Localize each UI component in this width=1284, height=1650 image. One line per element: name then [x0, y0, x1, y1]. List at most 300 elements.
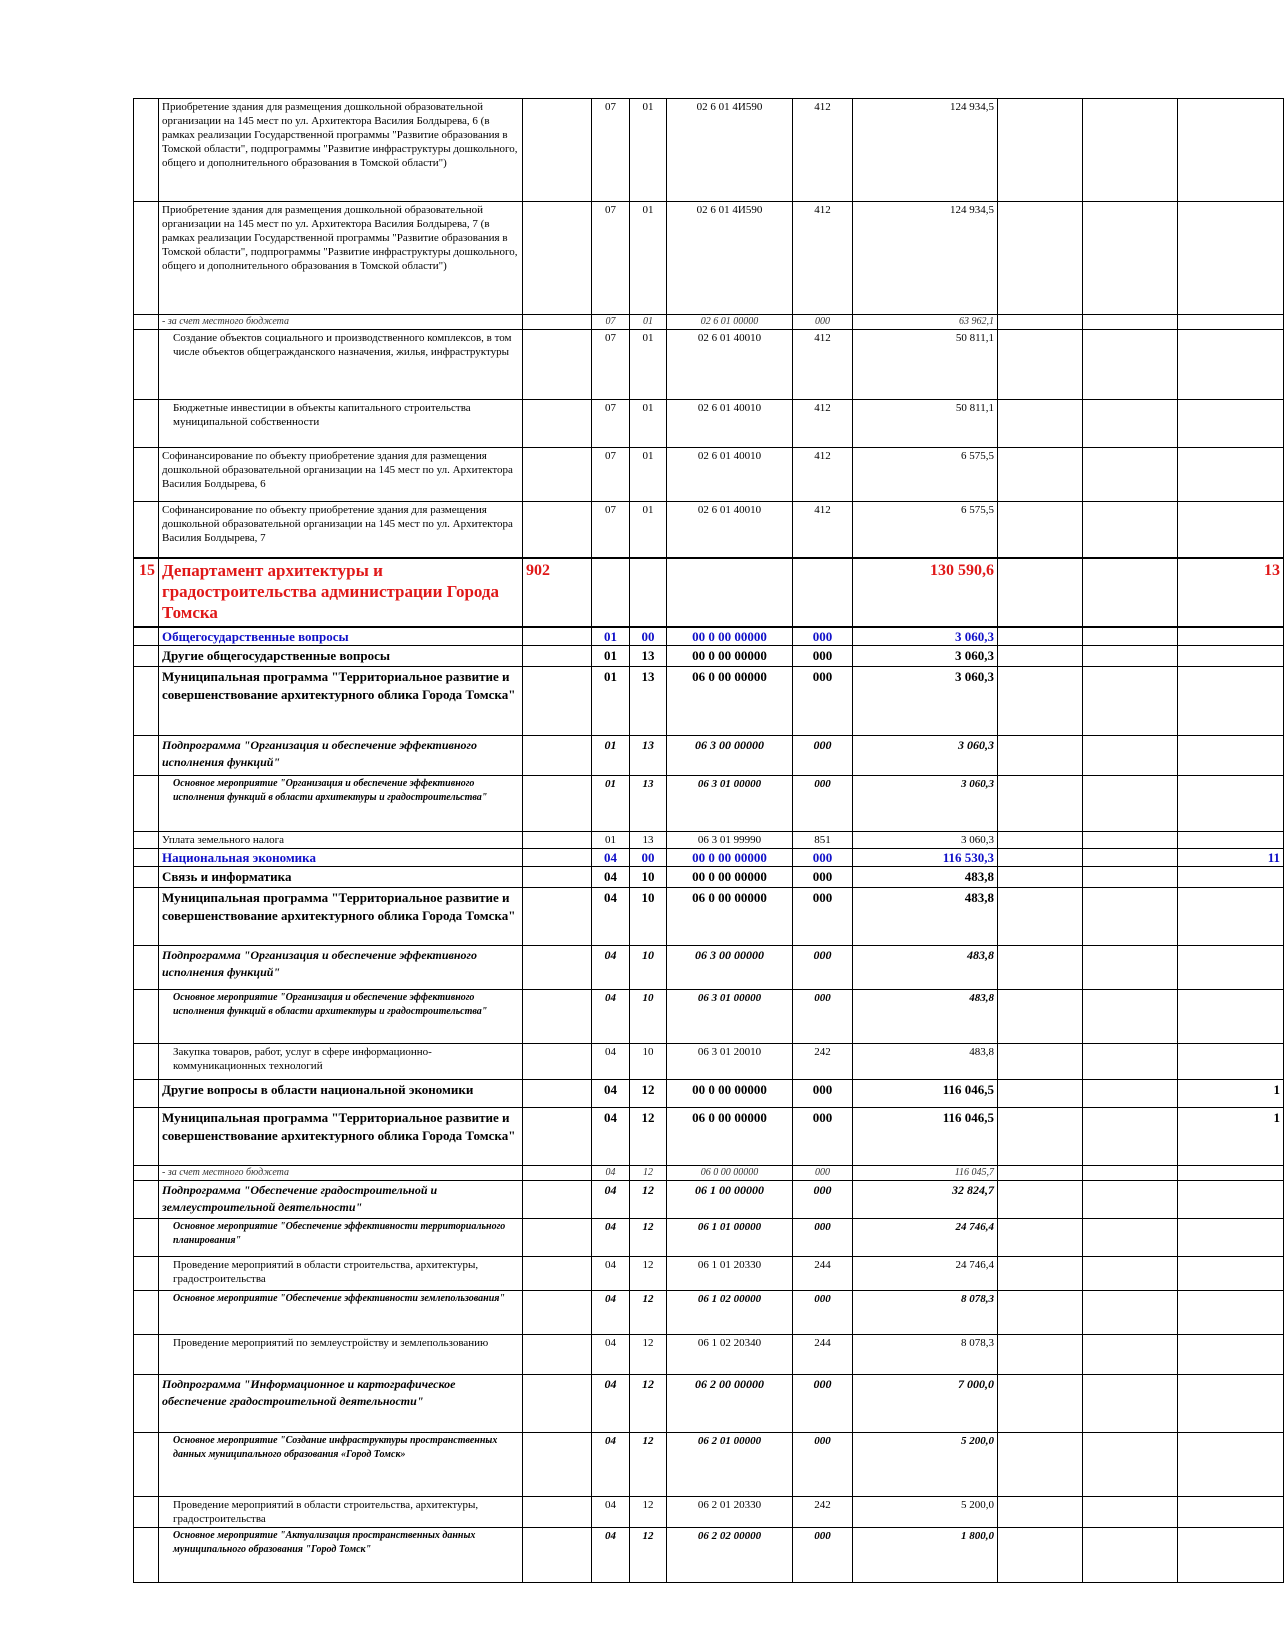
- extra-col-2: [1083, 945, 1178, 989]
- amount: 483,8: [853, 1043, 998, 1079]
- subsection-code: 12: [630, 1374, 667, 1432]
- department-code: [523, 989, 592, 1043]
- extra-col-3: 11: [1178, 848, 1284, 866]
- extra-col-1: [998, 666, 1083, 735]
- extra-col-2: [1083, 1432, 1178, 1496]
- amount: 6 575,5: [853, 448, 998, 502]
- department-code: [523, 1527, 592, 1582]
- table-row: [134, 1496, 1284, 1527]
- subsection-code: 13: [630, 831, 667, 848]
- department-code: [523, 887, 592, 945]
- expense-type-code: 000: [793, 848, 853, 866]
- subsection-code: 12: [630, 1256, 667, 1290]
- row-number: [134, 1180, 159, 1218]
- extra-col-2: [1083, 502, 1178, 558]
- expense-type-code: 412: [793, 99, 853, 202]
- section-code: 04: [592, 1043, 630, 1079]
- extra-col-3: [1178, 1527, 1284, 1582]
- extra-col-3: [1178, 645, 1284, 666]
- department-code: [523, 735, 592, 775]
- item-name: Основное мероприятие "Организация и обеспечение эффективного исполнения функций в области архитектуры и градостроительства": [159, 989, 523, 1043]
- department-code: [523, 775, 592, 831]
- extra-col-1: [998, 1107, 1083, 1165]
- extra-col-1: [998, 400, 1083, 448]
- target-article-code: 02 6 01 40010: [667, 448, 793, 502]
- item-name: Муниципальная программа "Территориальное развитие и совершенствование архитектурного облика Города Томска": [159, 666, 523, 735]
- expense-type-code: 000: [793, 989, 853, 1043]
- table-row: [134, 99, 1284, 202]
- department-code: [523, 1496, 592, 1527]
- subsection-code: 01: [630, 99, 667, 202]
- amount: 483,8: [853, 887, 998, 945]
- extra-col-3: [1178, 502, 1284, 558]
- row-number: [134, 666, 159, 735]
- section-code: 01: [592, 666, 630, 735]
- department-code: [523, 627, 592, 646]
- department-code: [523, 866, 592, 887]
- subsection-code: 01: [630, 202, 667, 315]
- section-code: 07: [592, 502, 630, 558]
- subsection-code: 01: [630, 330, 667, 400]
- extra-col-2: [1083, 1290, 1178, 1334]
- expense-type-code: 000: [793, 887, 853, 945]
- subsection-code: 12: [630, 1527, 667, 1582]
- table-row: [134, 945, 1284, 989]
- amount: 3 060,3: [853, 775, 998, 831]
- extra-col-3: [1178, 330, 1284, 400]
- subsection-code: 00: [630, 848, 667, 866]
- expense-type-code: 412: [793, 330, 853, 400]
- target-article-code: 06 0 00 00000: [667, 1107, 793, 1165]
- amount: 6 575,5: [853, 502, 998, 558]
- subsection-code: 12: [630, 1432, 667, 1496]
- extra-col-2: [1083, 99, 1178, 202]
- target-article-code: 06 3 01 00000: [667, 989, 793, 1043]
- item-name: Подпрограмма "Организация и обеспечение эффективного исполнения функций": [159, 945, 523, 989]
- subsection-code: 12: [630, 1334, 667, 1374]
- section-code: 04: [592, 1496, 630, 1527]
- table-row: [134, 1165, 1284, 1180]
- extra-col-3: [1178, 831, 1284, 848]
- department-code: [523, 202, 592, 315]
- item-name: Национальная экономика: [159, 848, 523, 866]
- row-number: [134, 315, 159, 330]
- department-code: [523, 1079, 592, 1107]
- item-name: Создание объектов социального и производственного комплексов, в том числе объектов общегражданского назначения, жилья, инфраструктуры: [159, 330, 523, 400]
- row-number: [134, 400, 159, 448]
- row-number: [134, 330, 159, 400]
- extra-col-1: [998, 989, 1083, 1043]
- extra-col-3: [1178, 202, 1284, 315]
- expense-type-code: 242: [793, 1043, 853, 1079]
- extra-col-1: [998, 502, 1083, 558]
- extra-col-2: [1083, 558, 1178, 627]
- department-code: [523, 1334, 592, 1374]
- table-row: [134, 1374, 1284, 1432]
- target-article-code: 06 0 00 00000: [667, 887, 793, 945]
- row-number: 15: [134, 558, 159, 627]
- amount: 116 530,3: [853, 848, 998, 866]
- table-body: [134, 99, 1284, 1583]
- extra-col-2: [1083, 448, 1178, 502]
- extra-col-1: [998, 945, 1083, 989]
- item-name: Закупка товаров, работ, услуг в сфере информационно-коммуникационных технологий: [159, 1043, 523, 1079]
- extra-col-1: [998, 866, 1083, 887]
- extra-col-1: [998, 315, 1083, 330]
- target-article-code: [667, 558, 793, 627]
- subsection-code: 10: [630, 887, 667, 945]
- target-article-code: 06 1 01 20330: [667, 1256, 793, 1290]
- expense-type-code: 000: [793, 866, 853, 887]
- section-code: 04: [592, 1165, 630, 1180]
- extra-col-3: 1: [1178, 1107, 1284, 1165]
- department-code: [523, 448, 592, 502]
- target-article-code: 02 6 01 40010: [667, 400, 793, 448]
- extra-col-2: [1083, 1527, 1178, 1582]
- target-article-code: 06 1 02 20340: [667, 1334, 793, 1374]
- department-code: [523, 1165, 592, 1180]
- item-name: Муниципальная программа "Территориальное развитие и совершенствование архитектурного облика Города Томска": [159, 1107, 523, 1165]
- department-code: [523, 1256, 592, 1290]
- extra-col-3: [1178, 1043, 1284, 1079]
- extra-col-1: [998, 1180, 1083, 1218]
- section-code: 04: [592, 989, 630, 1043]
- extra-col-1: [998, 558, 1083, 627]
- extra-col-2: [1083, 400, 1178, 448]
- extra-col-2: [1083, 1256, 1178, 1290]
- item-name: Проведение мероприятий в области строительства, архитектуры, градостроительства: [159, 1496, 523, 1527]
- amount: 1 800,0: [853, 1527, 998, 1582]
- section-code: 07: [592, 400, 630, 448]
- table-row: [134, 330, 1284, 400]
- item-name: Другие вопросы в области национальной экономики: [159, 1079, 523, 1107]
- extra-col-3: [1178, 448, 1284, 502]
- amount: 116 045,7: [853, 1165, 998, 1180]
- item-name: Подпрограмма "Организация и обеспечение эффективного исполнения функций": [159, 735, 523, 775]
- extra-col-2: [1083, 1079, 1178, 1107]
- section-code: 04: [592, 1180, 630, 1218]
- budget-table: [133, 98, 1284, 1583]
- section-code: 04: [592, 1334, 630, 1374]
- department-code: [523, 400, 592, 448]
- department-code: [523, 831, 592, 848]
- row-number: [134, 831, 159, 848]
- expense-type-code: 000: [793, 1107, 853, 1165]
- section-code: 07: [592, 99, 630, 202]
- extra-col-3: [1178, 400, 1284, 448]
- extra-col-2: [1083, 627, 1178, 646]
- table-row: [134, 400, 1284, 448]
- amount: 3 060,3: [853, 666, 998, 735]
- amount: 116 046,5: [853, 1079, 998, 1107]
- department-code: [523, 1432, 592, 1496]
- item-name: Софинансирование по объекту приобретение здания для размещения дошкольной образовательной организации на 145 мест по ул. Архитектора Василия Болдырева, 6: [159, 448, 523, 502]
- expense-type-code: 000: [793, 735, 853, 775]
- section-code: [592, 558, 630, 627]
- row-number: [134, 1256, 159, 1290]
- extra-col-3: [1178, 945, 1284, 989]
- amount: 63 962,1: [853, 315, 998, 330]
- amount: 3 060,3: [853, 645, 998, 666]
- extra-col-2: [1083, 989, 1178, 1043]
- target-article-code: 06 2 01 20330: [667, 1496, 793, 1527]
- department-code: [523, 502, 592, 558]
- extra-col-3: [1178, 1256, 1284, 1290]
- table-row: [134, 1043, 1284, 1079]
- expense-type-code: 412: [793, 400, 853, 448]
- extra-col-1: [998, 1527, 1083, 1582]
- table-row: [134, 448, 1284, 502]
- amount: 124 934,5: [853, 202, 998, 315]
- amount: 5 200,0: [853, 1432, 998, 1496]
- extra-col-1: [998, 330, 1083, 400]
- extra-col-3: [1178, 1432, 1284, 1496]
- target-article-code: 06 3 01 20010: [667, 1043, 793, 1079]
- table-row: [134, 1180, 1284, 1218]
- extra-col-3: 13: [1178, 558, 1284, 627]
- row-number: [134, 1290, 159, 1334]
- extra-col-3: [1178, 775, 1284, 831]
- table-row: [134, 1432, 1284, 1496]
- item-name: Основное мероприятие "Актуализация пространственных данных муниципального образования "Город Томск": [159, 1527, 523, 1582]
- target-article-code: 06 0 00 00000: [667, 666, 793, 735]
- section-code: 07: [592, 448, 630, 502]
- table-row: [134, 627, 1284, 646]
- target-article-code: 00 0 00 00000: [667, 627, 793, 646]
- extra-col-1: [998, 99, 1083, 202]
- department-code: [523, 666, 592, 735]
- section-code: 04: [592, 1290, 630, 1334]
- extra-col-3: [1178, 989, 1284, 1043]
- item-name: Бюджетные инвестиции в объекты капитального строительства муниципальной собственности: [159, 400, 523, 448]
- subsection-code: 13: [630, 775, 667, 831]
- expense-type-code: 000: [793, 945, 853, 989]
- row-number: [134, 1043, 159, 1079]
- table-row: [134, 989, 1284, 1043]
- department-code: [523, 1180, 592, 1218]
- extra-col-2: [1083, 330, 1178, 400]
- row-number: [134, 627, 159, 646]
- extra-col-2: [1083, 645, 1178, 666]
- expense-type-code: 412: [793, 502, 853, 558]
- expense-type-code: 000: [793, 666, 853, 735]
- amount: 124 934,5: [853, 99, 998, 202]
- table-row: [134, 735, 1284, 775]
- extra-col-2: [1083, 1165, 1178, 1180]
- subsection-code: 01: [630, 502, 667, 558]
- expense-type-code: 000: [793, 775, 853, 831]
- expense-type-code: 000: [793, 645, 853, 666]
- item-name: Основное мероприятие "Обеспечение эффективности землепользования": [159, 1290, 523, 1334]
- table-row: [134, 1218, 1284, 1256]
- extra-col-1: [998, 1432, 1083, 1496]
- subsection-code: 10: [630, 866, 667, 887]
- row-number: [134, 1107, 159, 1165]
- item-name: Основное мероприятие "Обеспечение эффективности территориального планирования": [159, 1218, 523, 1256]
- extra-col-1: [998, 1496, 1083, 1527]
- extra-col-3: [1178, 99, 1284, 202]
- amount: 3 060,3: [853, 831, 998, 848]
- expense-type-code: 244: [793, 1334, 853, 1374]
- extra-col-2: [1083, 866, 1178, 887]
- extra-col-3: [1178, 1496, 1284, 1527]
- extra-col-1: [998, 775, 1083, 831]
- row-number: [134, 502, 159, 558]
- subsection-code: 12: [630, 1218, 667, 1256]
- subsection-code: 13: [630, 645, 667, 666]
- target-article-code: 06 2 02 00000: [667, 1527, 793, 1582]
- section-code: 04: [592, 1374, 630, 1432]
- item-name: Проведение мероприятий в области строительства, архитектуры, градостроительства: [159, 1256, 523, 1290]
- section-code: 07: [592, 315, 630, 330]
- subsection-code: 12: [630, 1107, 667, 1165]
- department-code: [523, 848, 592, 866]
- item-name: Муниципальная программа "Территориальное развитие и совершенствование архитектурного облика Города Томска": [159, 887, 523, 945]
- subsection-code: 10: [630, 1043, 667, 1079]
- extra-col-3: [1178, 1165, 1284, 1180]
- department-code: [523, 1218, 592, 1256]
- extra-col-2: [1083, 831, 1178, 848]
- extra-col-1: [998, 627, 1083, 646]
- expense-type-code: 000: [793, 627, 853, 646]
- target-article-code: 06 3 01 99990: [667, 831, 793, 848]
- department-code: [523, 1290, 592, 1334]
- amount: 3 060,3: [853, 735, 998, 775]
- table-row: [134, 887, 1284, 945]
- target-article-code: 00 0 00 00000: [667, 866, 793, 887]
- amount: 32 824,7: [853, 1180, 998, 1218]
- amount: 8 078,3: [853, 1290, 998, 1334]
- extra-col-1: [998, 202, 1083, 315]
- extra-col-3: [1178, 1374, 1284, 1432]
- expense-type-code: 000: [793, 1218, 853, 1256]
- table-row: [134, 645, 1284, 666]
- amount: 130 590,6: [853, 558, 998, 627]
- row-number: [134, 945, 159, 989]
- target-article-code: 06 3 01 00000: [667, 775, 793, 831]
- extra-col-2: [1083, 1374, 1178, 1432]
- extra-col-3: [1178, 1334, 1284, 1374]
- extra-col-2: [1083, 315, 1178, 330]
- table-row: [134, 502, 1284, 558]
- target-article-code: 06 1 02 00000: [667, 1290, 793, 1334]
- row-number: [134, 1374, 159, 1432]
- table-row: [134, 1079, 1284, 1107]
- department-code: 902: [523, 558, 592, 627]
- row-number: [134, 1079, 159, 1107]
- expense-type-code: 000: [793, 1374, 853, 1432]
- target-article-code: 00 0 00 00000: [667, 848, 793, 866]
- row-number: [134, 99, 159, 202]
- extra-col-2: [1083, 1180, 1178, 1218]
- extra-col-2: [1083, 202, 1178, 315]
- item-name: Софинансирование по объекту приобретение здания для размещения дошкольной образовательной организации на 145 мест по ул. Архитектора Василия Болдырева, 7: [159, 502, 523, 558]
- extra-col-1: [998, 735, 1083, 775]
- item-name: Основное мероприятие "Организация и обеспечение эффективного исполнения функций в области архитектуры и градостроительства": [159, 775, 523, 831]
- table-row: [134, 1334, 1284, 1374]
- extra-col-2: [1083, 775, 1178, 831]
- expense-type-code: 244: [793, 1256, 853, 1290]
- amount: 5 200,0: [853, 1496, 998, 1527]
- item-name: Подпрограмма "Информационное и картографическое обеспечение градостроительной деятельности": [159, 1374, 523, 1432]
- item-name: Уплата земельного налога: [159, 831, 523, 848]
- extra-col-3: [1178, 887, 1284, 945]
- target-article-code: 06 0 00 00000: [667, 1165, 793, 1180]
- extra-col-2: [1083, 1334, 1178, 1374]
- section-code: 04: [592, 1256, 630, 1290]
- subsection-code: 12: [630, 1180, 667, 1218]
- table-row: [134, 775, 1284, 831]
- extra-col-3: [1178, 1290, 1284, 1334]
- row-number: [134, 735, 159, 775]
- extra-col-2: [1083, 848, 1178, 866]
- extra-col-2: [1083, 1218, 1178, 1256]
- amount: 483,8: [853, 866, 998, 887]
- table-row: [134, 1290, 1284, 1334]
- row-number: [134, 989, 159, 1043]
- extra-col-1: [998, 1290, 1083, 1334]
- item-name: Проведение мероприятий по землеустройству и землепользованию: [159, 1334, 523, 1374]
- extra-col-1: [998, 1334, 1083, 1374]
- department-code: [523, 330, 592, 400]
- extra-col-1: [998, 1079, 1083, 1107]
- target-article-code: 02 6 01 40010: [667, 330, 793, 400]
- expense-type-code: 000: [793, 1180, 853, 1218]
- section-code: 07: [592, 330, 630, 400]
- section-code: 04: [592, 1218, 630, 1256]
- section-code: 04: [592, 1432, 630, 1496]
- extra-col-3: [1178, 315, 1284, 330]
- target-article-code: 00 0 00 00000: [667, 1079, 793, 1107]
- target-article-code: 06 3 00 00000: [667, 945, 793, 989]
- row-number: [134, 866, 159, 887]
- row-number: [134, 887, 159, 945]
- extra-col-2: [1083, 735, 1178, 775]
- amount: 24 746,4: [853, 1218, 998, 1256]
- extra-col-2: [1083, 1496, 1178, 1527]
- section-code: 04: [592, 1107, 630, 1165]
- department-code: [523, 315, 592, 330]
- extra-col-1: [998, 645, 1083, 666]
- subsection-code: 12: [630, 1165, 667, 1180]
- section-code: 07: [592, 202, 630, 315]
- row-number: [134, 1218, 159, 1256]
- extra-col-3: 1: [1178, 1079, 1284, 1107]
- amount: 7 000,0: [853, 1374, 998, 1432]
- item-name: Департамент архитектуры и градостроительства администрации Города Томска: [159, 558, 523, 627]
- expense-type-code: 000: [793, 315, 853, 330]
- extra-col-1: [998, 1165, 1083, 1180]
- target-article-code: 02 6 01 4И590: [667, 202, 793, 315]
- section-code: 01: [592, 645, 630, 666]
- table-row: [134, 1527, 1284, 1582]
- section-code: 04: [592, 945, 630, 989]
- item-name: Другие общегосударственные вопросы: [159, 645, 523, 666]
- section-code: 01: [592, 831, 630, 848]
- table-row: [134, 1107, 1284, 1165]
- row-number: [134, 1165, 159, 1180]
- row-number: [134, 1334, 159, 1374]
- table-row: [134, 666, 1284, 735]
- table-row: [134, 558, 1284, 627]
- extra-col-3: [1178, 627, 1284, 646]
- subsection-code: [630, 558, 667, 627]
- expense-type-code: 412: [793, 202, 853, 315]
- extra-col-1: [998, 1256, 1083, 1290]
- expense-type-code: 000: [793, 1290, 853, 1334]
- extra-col-1: [998, 1218, 1083, 1256]
- amount: 483,8: [853, 945, 998, 989]
